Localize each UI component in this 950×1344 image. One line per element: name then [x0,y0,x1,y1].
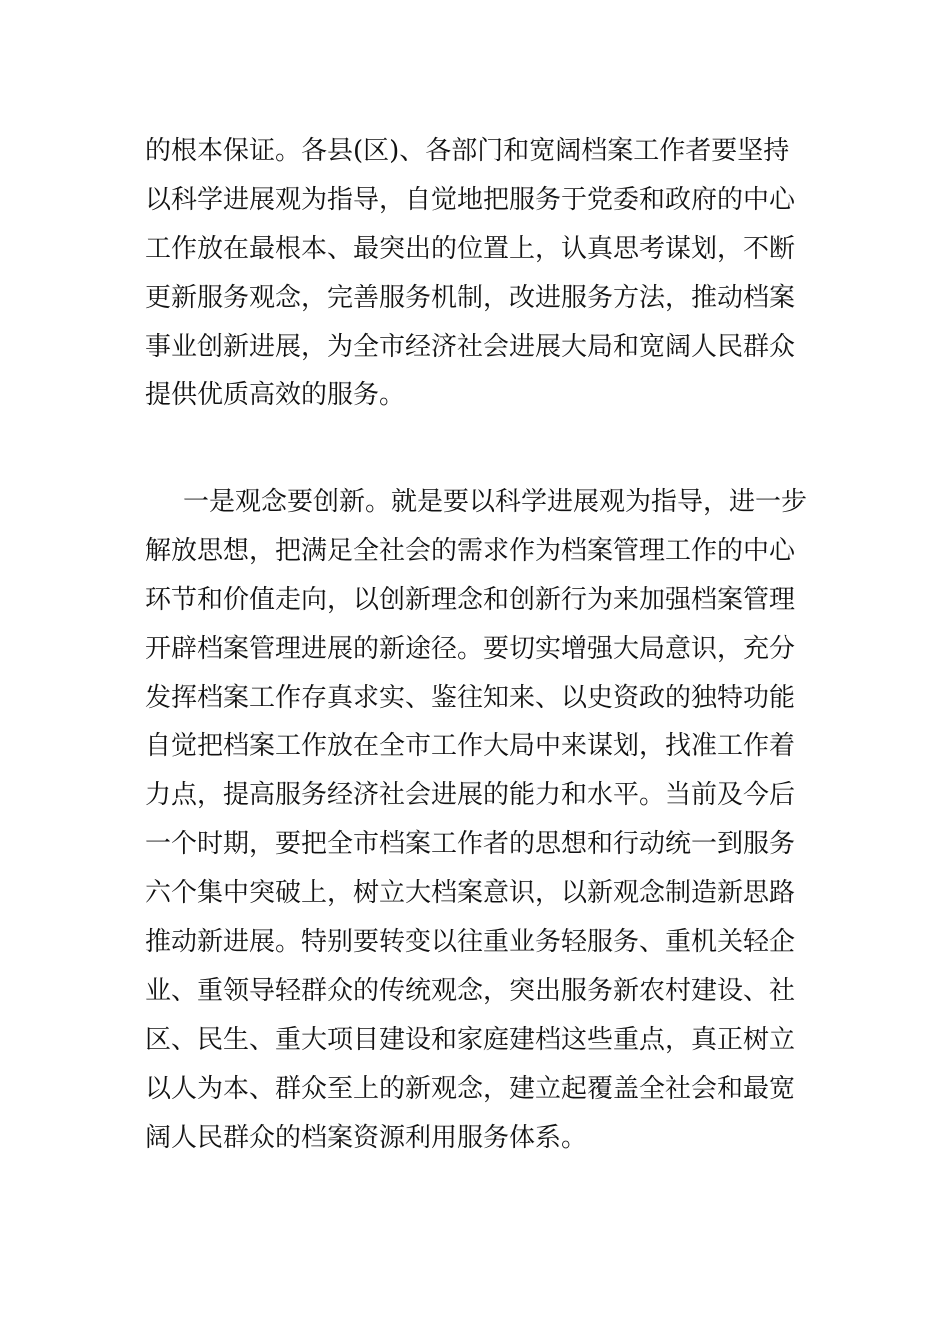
text-line: 六个集中突破上，树立大档案意识，以新观念制造新思路 [145,878,796,909]
text-line: 更新服务观念，完善服务机制，改进服务方法，推动档案 [145,282,796,313]
text-line: 力点，提高服务经济社会进展的能力和水平。当前及今后 [145,780,796,811]
text-line: 一个时期，要把全市档案工作者的思想和行动统一到服务 [145,829,796,860]
text-line: 以人为本、群众至上的新观念，建立起覆盖全社会和最宽 [145,1073,796,1104]
text-line: 环节和价值走向，以创新理念和创新行为来加强档案管理 [145,584,796,615]
text-line: 发挥档案工作存真求实、鉴往知来、以史资政的独特功能 [145,682,796,713]
text-line: 提供优质高效的服务。 [145,380,406,411]
text-line: 的根本保证。各县(区)、各部门和宽阔档案工作者要坚持 [145,136,790,166]
text-line: 阔人民群众的档案资源利用服务体系。 [145,1122,588,1153]
text-line: 工作放在最根本、最突出的位置上，认真思考谋划，不断 [145,233,796,264]
paragraph-1 [145,127,810,420]
paragraph-2 [145,478,810,1162]
text-line: 区、民生、重大项目建设和家庭建档这些重点，真正树立 [145,1024,796,1055]
text-line: 推动新进展。特别要转变以往重业务轻服务、重机关轻企 [145,927,796,958]
text-line: 开辟档案管理进展的新途径。要切实增强大局意识，充分 [145,633,796,664]
text-line: 解放思想，把满足全社会的需求作为档案管理工作的中心 [145,535,796,566]
text-line: 自觉把档案工作放在全市工作大局中来谋划，找准工作着 [145,731,796,762]
text-line-indented: 一是观念要创新。就是要以科学进展观为指导，进一步 [183,487,808,517]
text-line: 业、重领导轻群众的传统观念，突出服务新农村建设、社 [145,975,796,1006]
text-line: 以科学进展观为指导，自觉地把服务于党委和政府的中心 [145,184,796,215]
text-line: 事业创新进展，为全市经济社会进展大局和宽阔人民群众 [145,331,796,362]
